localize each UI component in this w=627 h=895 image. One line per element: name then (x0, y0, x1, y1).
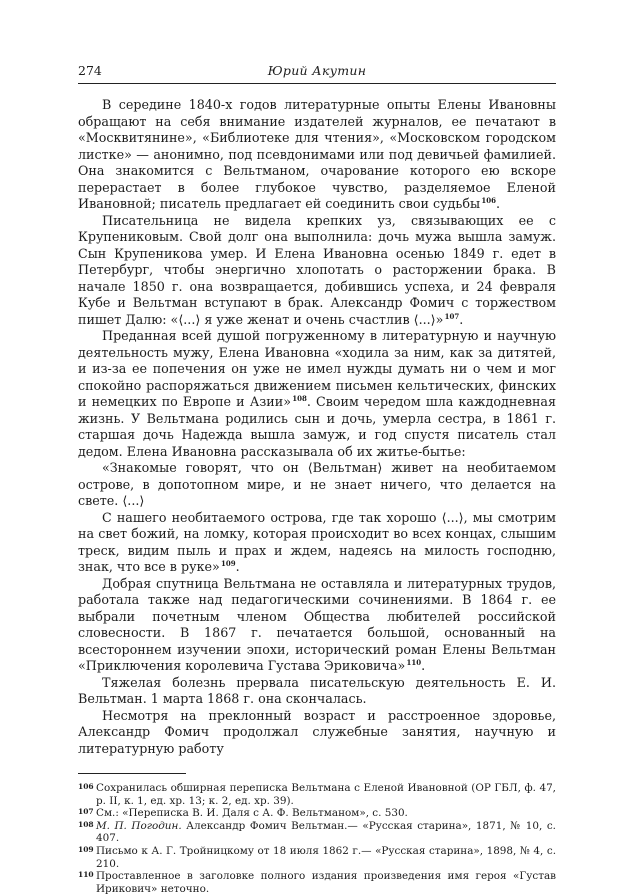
footnote: 109 Письмо к А. Г. Тройницкому от 18 июля 1862 г.— «Русская старина», 1898, № 4, с. 210. (78, 844, 556, 870)
footnotes (78, 782, 556, 895)
running-title: Юрий Акутин (267, 63, 367, 78)
footnote: 107 См.: «Переписка В. И. Даля с А. Ф. Вельтманом», с. 530. (78, 807, 408, 820)
footnote: 106 Сохранилась обширная переписка Вельтмана с Еленой Ивановной (ОР ГБЛ, ф. 47, р. II, к. 1, ед. хр. 13; к. 2, ед. хр. 39). (78, 782, 556, 807)
page-number: 274 (78, 63, 102, 78)
footnote-ref: 107 (444, 311, 460, 321)
paragraph: Тяжелая болезнь прервала писательскую деятельность Е. И. Вельтман. 1 марта 1868 г. она скончалась. (78, 674, 556, 706)
footnote-number: 107 (78, 807, 94, 817)
footnote-ref: 110 (406, 658, 422, 667)
paragraph: В середине 1840-х годов литературные опыты Елены Ивановны обращают на себя внимание издателей журналов, ее печатают в «Москвитянине», «Библиотеке для чтения», «Московском городском листке» — анонимно, под псевдонимами или под девичьей фамилией. Она знакомится с Вельтманом, очарование которого ею вскоре перерастает в более глубокое чувство, разделяемое Еленой Ивановной; писатель предлагает ей соединить свои судьбы $^{106}$. (78, 97, 556, 211)
footnote: 108 М. П. Погодин. Александр Фомич Вельтман.— «Русская старина», 1871, № 10, с. 407. (78, 819, 556, 845)
header-rule (78, 83, 556, 84)
paragraph: Добрая спутница Вельтмана не оставляла и литературных трудов, работала также над педагогическими сочинениями. В 1864 г. ее выбрали почетным членом Общества любителей российской словесности. В 1867 г. печатается большой, основанный на всестороннем изучении эпохи, исторический роман Елены Вельтман «Приключения королевича Густава Эриковича» $^{110}$. (78, 575, 556, 673)
paragraph: Писательница не видела крепких уз, связывающих ее с Крупениковым. Свой долг она выполнила: дочь мужа вышла замуж. Сын Крупеникова умер. И Елена Ивановна осенью 1849 г. едет в Петербург, чтобы энергично хлопотать о расторжении брака. В начале 1850 г. она возвращается, добившись успеха, и 24 февраля Кубе и Вельтман вступают в брак. Александр Фомич с торжеством пишет Далю: «⟨...⟩ я уже женат и очень счастлив ⟨...⟩» $^{107}$. (78, 212, 556, 327)
footnote-ref: 109 (221, 559, 236, 568)
running-header (78, 62, 556, 82)
paragraph: Преданная всей душой погруженному в литературную и научную деятельность мужу, Елена Ивановна «ходила за ним, как за дитятей, и из-за ее попечения он уже не имел нужды думать ни о чем и мог спокойно распоряжаться движением письмен кельтических, финских и немецких по Европе и Азии» $^{108}$. Своим чередом шла каждодневная жизнь. У Вельтмана родились сын и дочь, умерла сестра, в 1861 г. старшая дочь Надежда вышла замуж, и год спустя писатель стал дедом. Елена Ивановна рассказывала об их житье-бытье: (78, 328, 556, 459)
body-text (78, 97, 556, 757)
footnote-number: 110 (78, 870, 94, 880)
footnote-rule (78, 773, 186, 774)
footnote: 110 Проставленное в заголовке полного издания произведения имя героя «Густав Ирикович» неточно. (78, 870, 556, 895)
footnote-number: 106 (78, 782, 94, 791)
footnote-number: 108 (78, 819, 94, 829)
footnote-number: 109 (78, 844, 94, 854)
footnote-ref: 106 (481, 196, 496, 205)
footnote-ref: 108 (292, 394, 307, 403)
paragraph: Несмотря на преклонный возраст и расстроенное здоровье, Александр Фомич продолжал служебные занятия, научную и литературную работу (78, 707, 556, 756)
page (78, 62, 556, 895)
quote-paragraph: «Знакомые говорят, что он ⟨Вельтман⟩ живет на необитаемом острове, в допотопном мире, и не знает ничего, что делается на свете. ⟨...⟩ (78, 460, 556, 508)
quote-paragraph: С нашего необитаемого острова, где так хорошо ⟨...⟩, мы смотрим на свет божий, на ломку, которая происходит во всех концах, слышим треск, видим пыль и прах и ждем, надеясь на милость господню, знак, что все в руке» $^{109}$. (78, 509, 556, 574)
